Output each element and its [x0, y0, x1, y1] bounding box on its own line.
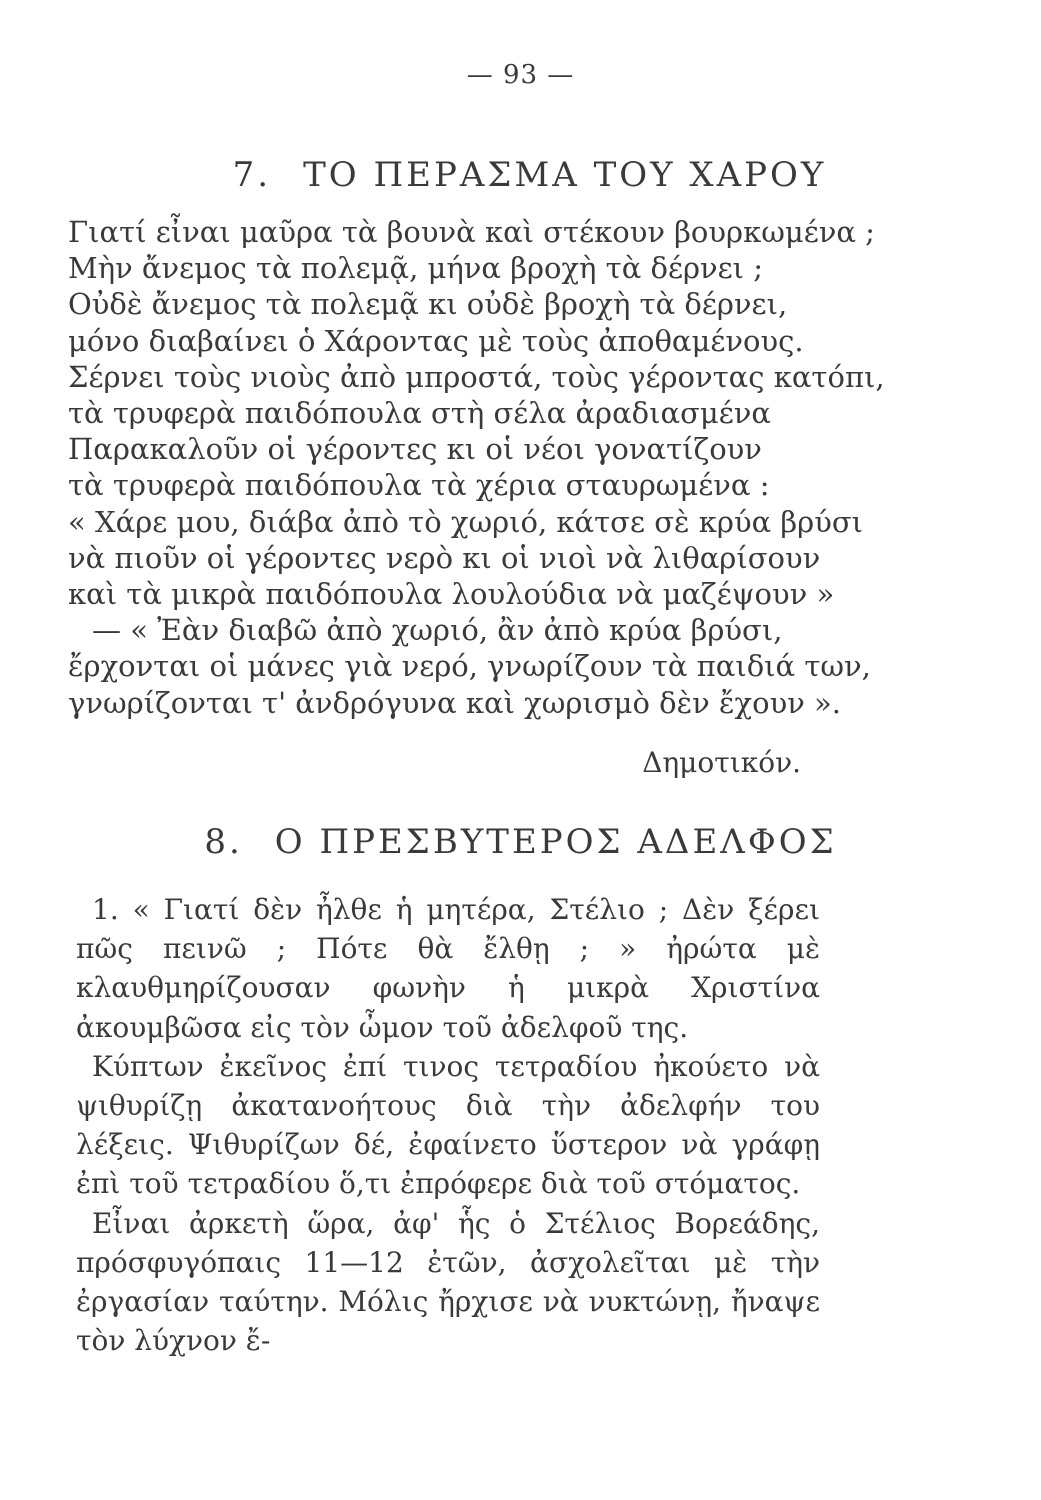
poem-text: [68, 214, 885, 721]
poem-line: καὶ τὰ μικρὰ παιδόπουλα λουλούδια νὰ μαζέψουν »: [68, 577, 835, 612]
section-8-title: Ο ΠΡΕΣΒΥΤΕΡΟΣ ΑΔΕΛΦΟΣ: [274, 822, 837, 862]
poem-line: — « Ἐὰν διαβῶ ἀπὸ χωριό, ἂν ἀπὸ κρύα βρύσι,: [92, 613, 783, 648]
paragraph: Κύπτων ἐκεῖνος ἐπί τινος τετραδίου ἠκούετο νὰ ψιθυρίζῃ ἀκατανοήτους διὰ τὴν ἀδελφήν του λέξεις. Ψιθυρίζων δέ, ἐφαίνετο ὕστερον νὰ γράφῃ ἐπὶ τοῦ τετραδίου ὅ,τι ἐπρόφερε διὰ τοῦ στόματος.: [76, 1049, 820, 1201]
poem-line: τὰ τρυφερὰ παιδόπουλα τὰ χέρια σταυρωμένα :: [68, 468, 770, 503]
section-8-number: 8.: [204, 822, 243, 862]
poem-line: γνωρίζονται τ' ἀνδρόγυνα καὶ χωρισμὸ δὲν ἔχουν ».: [68, 685, 842, 720]
section-7-number: 7.: [232, 155, 272, 195]
poem-line: μόνο διαβαίνει ὁ Χάροντας μὲ τοὺς ἀποθαμένους.: [68, 323, 804, 358]
poem-line: Οὐδὲ ἄνεμος τὰ πολεμᾷ κι οὐδὲ βροχὴ τὰ δέρνει,: [68, 287, 788, 322]
poem-line: Γιατί εἶναι μαῦρα τὰ βουνὰ καὶ στέκουν βουρκωμένα ;: [68, 215, 875, 249]
poem-line: « Χάρε μου, διάβα ἀπὸ τὸ χωριό, κάτσε σὲ κρύα βρύσι: [68, 504, 863, 539]
section-7-heading: [0, 155, 1041, 195]
poem-line: ἔρχονται οἱ μάνες γιὰ νερό, γνωρίζουν τὰ παιδιά των,: [68, 649, 871, 684]
poem-source: Δημοτικόν.: [642, 746, 801, 779]
poem-line: Μὴν ἄνεμος τὰ πολεμᾷ, μήνα βροχὴ τὰ δέρνει ;: [68, 251, 764, 286]
page-number: — 93 —: [466, 60, 575, 90]
prose-text: [76, 890, 820, 1360]
poem-line: Σέρνει τοὺς νιοὺς ἀπὸ μπροστά, τοὺς γέροντας κατόπι,: [68, 359, 885, 394]
poem-line: Παρακαλοῦν οἱ γέροντες κι οἱ νέοι γονατίζουν: [68, 432, 762, 467]
section-8-heading: [0, 822, 1041, 862]
poem-line: νὰ πιοῦν οἱ γέροντες νερὸ κι οἱ νιοὶ νὰ λιθαρίσουν: [68, 540, 821, 575]
poem-line: τὰ τρυφερὰ παιδόπουλα στὴ σέλα ἀραδιασμένα: [68, 396, 771, 431]
paragraph: 1. « Γιατί δὲν ἦλθε ἡ μητέρα, Στέλιο ; Δὲν ξέρει πῶς πεινῶ ; Πότε θὰ ἔλθῃ ; » ἠρώτα μὲ κλαυθμηρίζουσαν φωνὴν ἡ μικρὰ Χριστίνα ἀκουμβῶσα εἰς τὸν ὦμον τοῦ ἀδελφοῦ της.: [76, 893, 820, 1044]
paragraph: Εἶναι ἀρκετὴ ὥρα, ἀφ' ἧς ὁ Στέλιος Βορεάδης, πρόσφυγόπαις 11—12 ἐτῶν, ἀσχολεῖται μὲ τὴν ἐργασίαν ταύτην. Μόλις ἤρχισε νὰ νυκτώνῃ, ἤναψε τὸν λύχνον ἔ-: [76, 1206, 820, 1358]
section-7-title: ΤΟ ΠΕΡΑΣΜΑ ΤΟΥ ΧΑΡΟΥ: [303, 155, 827, 195]
